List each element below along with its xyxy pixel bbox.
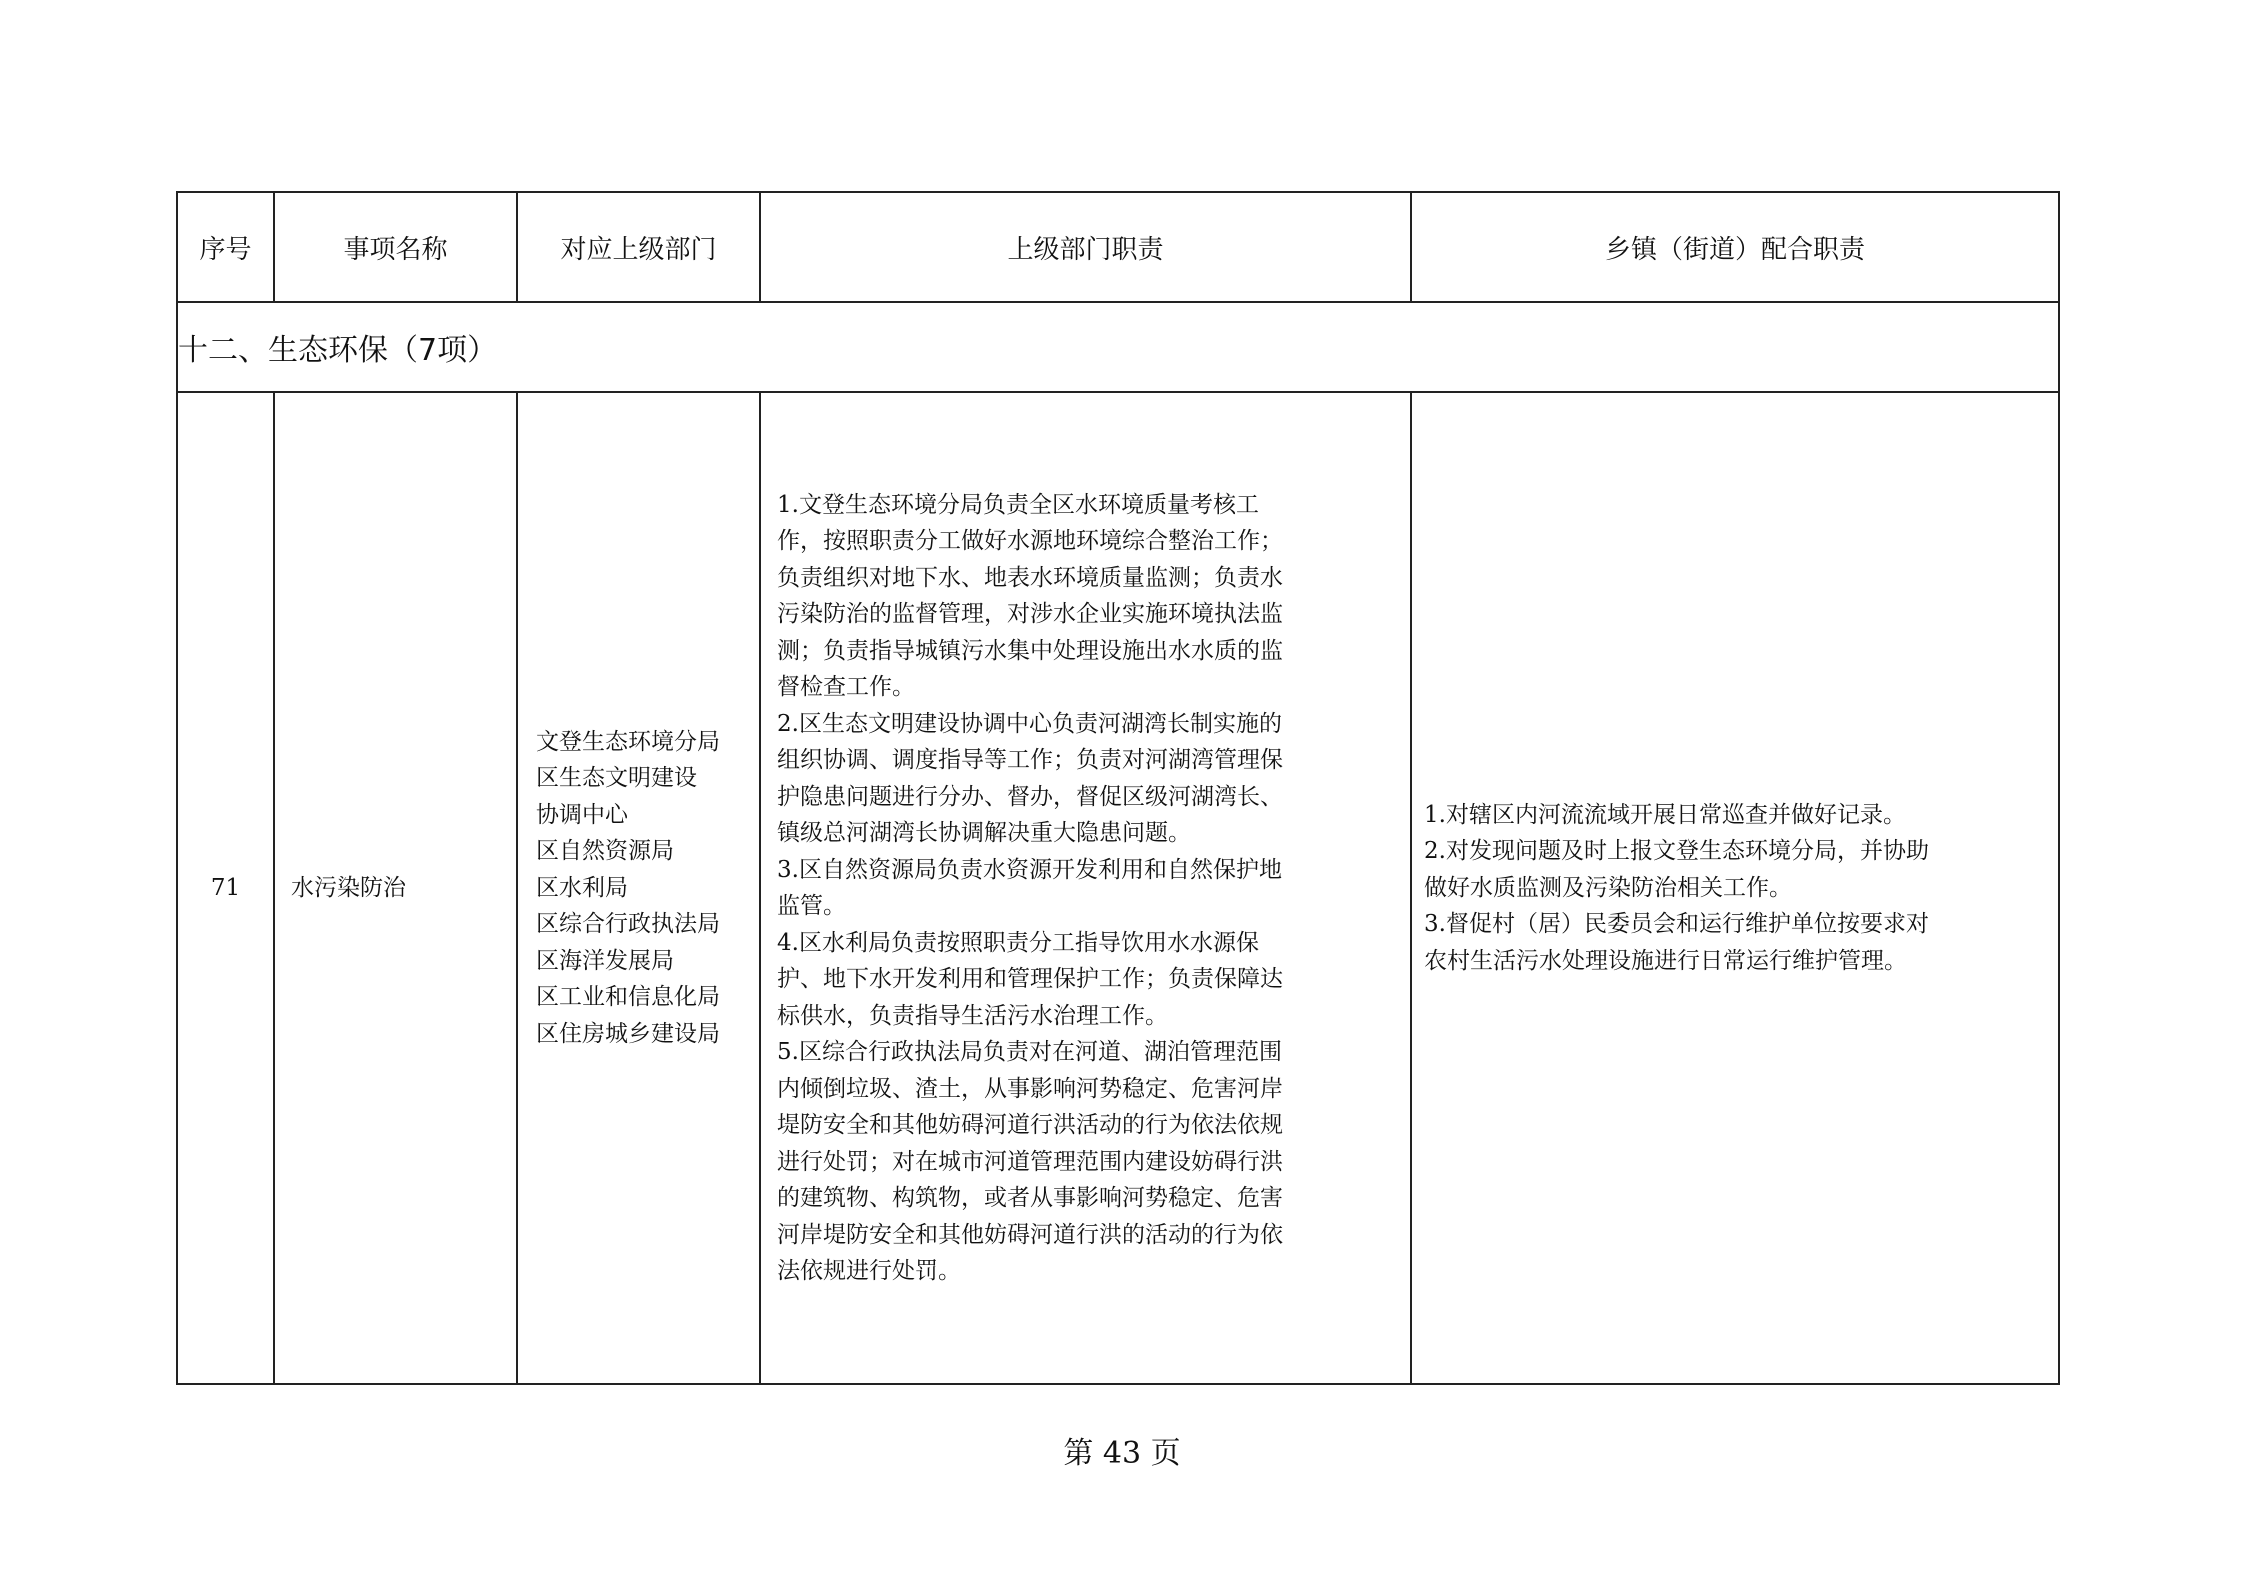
duty-line: 镇级总河湖湾长协调解决重大隐患问题。 xyxy=(777,820,1191,846)
duty-line: 监管。 xyxy=(777,893,846,919)
duty-line: 组织协调、调度指导等工作；负责对河湖湾管理保 xyxy=(777,747,1283,773)
duty-line: 法依规进行处罚。 xyxy=(777,1258,961,1284)
cooperation-line: 1.对辖区内河流流域开展日常巡查并做好记录。 xyxy=(1424,801,1906,828)
duty-line: 护、地下水开发利用和管理保护工作；负责保障达 xyxy=(777,966,1283,992)
department-line: 区综合行政执法局 xyxy=(536,911,720,938)
page-number: 第 43 页 xyxy=(1063,1436,1181,1471)
duty-line: 4.区水利局负责按照职责分工指导饮用水水源保 xyxy=(777,929,1259,956)
header-number: 序号 xyxy=(177,192,274,302)
department-line: 区住房城乡建设局 xyxy=(536,1020,720,1047)
duty-line: 标供水，负责指导生活污水治理工作。 xyxy=(777,1002,1168,1029)
duty-line: 负责组织对地下水、地表水环境质量监测；负责水 xyxy=(777,564,1283,591)
duty-line: 2.区生态文明建设协调中心负责河湖湾长制实施的 xyxy=(777,710,1282,737)
row-item-name: 水污染防治 xyxy=(274,392,517,1384)
row-number: 71 xyxy=(177,392,274,1384)
table-header-row xyxy=(177,192,2059,302)
header-department: 对应上级部门 xyxy=(517,192,760,302)
duty-line: 内倾倒垃圾、渣土，从事影响河势稳定、危害河岸 xyxy=(777,1075,1283,1102)
cooperation-line: 农村生活污水处理设施进行日常运行维护管理。 xyxy=(1424,947,1907,974)
department-line: 区生态文明建设 xyxy=(536,765,697,792)
duty-line: 5.区综合行政执法局负责对在河道、湖泊管理范围 xyxy=(777,1039,1282,1065)
duty-line: 堤防安全和其他妨碍河道行洪活动的行为依法依规 xyxy=(777,1112,1283,1138)
row-departments xyxy=(517,392,760,1384)
department-line: 区工业和信息化局 xyxy=(536,984,720,1011)
header-town-cooperation: 乡镇（街道）配合职责 xyxy=(1411,192,2059,302)
row-department-duties xyxy=(760,392,1411,1384)
cooperation-line: 2.对发现问题及时上报文登生态环境分局，并协助 xyxy=(1424,838,1929,865)
duty-line: 的建筑物、构筑物，或者从事影响河势稳定、危害 xyxy=(777,1185,1283,1211)
duty-line: 污染防治的监督管理，对涉水企业实施环境执法监 xyxy=(777,601,1283,627)
section-title: 十二、生态环保（7项） xyxy=(177,302,2059,392)
cooperation-line: 做好水质监测及污染防治相关工作。 xyxy=(1424,874,1792,901)
duty-line: 3.区自然资源局负责水资源开发利用和自然保护地 xyxy=(777,856,1282,883)
duty-line: 作，按照职责分工做好水源地环境综合整治工作； xyxy=(777,528,1283,554)
row-town-cooperation xyxy=(1411,392,2059,1384)
duty-line: 进行处罚；对在城市河道管理范围内建设妨碍行洪 xyxy=(777,1148,1283,1175)
duty-line: 护隐患问题进行分办、督办，督促区级河湖湾长、 xyxy=(777,783,1283,810)
duty-line: 河岸堤防安全和其他妨碍河道行洪的活动的行为依 xyxy=(777,1221,1283,1248)
header-department-duties: 上级部门职责 xyxy=(760,192,1411,302)
duty-line: 1.文登生态环境分局负责全区水环境质量考核工 xyxy=(777,491,1259,518)
department-line: 区水利局 xyxy=(536,874,628,901)
cooperation-line: 3.督促村（居）民委员会和运行维护单位按要求对 xyxy=(1424,911,1929,938)
section-row xyxy=(177,302,2059,392)
table-row xyxy=(177,392,2059,1384)
responsibility-table xyxy=(176,191,2060,1385)
duty-line: 督检查工作。 xyxy=(777,674,915,700)
department-line: 区海洋发展局 xyxy=(536,947,674,974)
department-line: 区自然资源局 xyxy=(536,838,674,865)
department-line: 文登生态环境分局 xyxy=(536,728,720,755)
department-line: 协调中心 xyxy=(536,801,628,828)
header-item-name: 事项名称 xyxy=(274,192,517,302)
duty-line: 测；负责指导城镇污水集中处理设施出水水质的监 xyxy=(777,637,1283,664)
